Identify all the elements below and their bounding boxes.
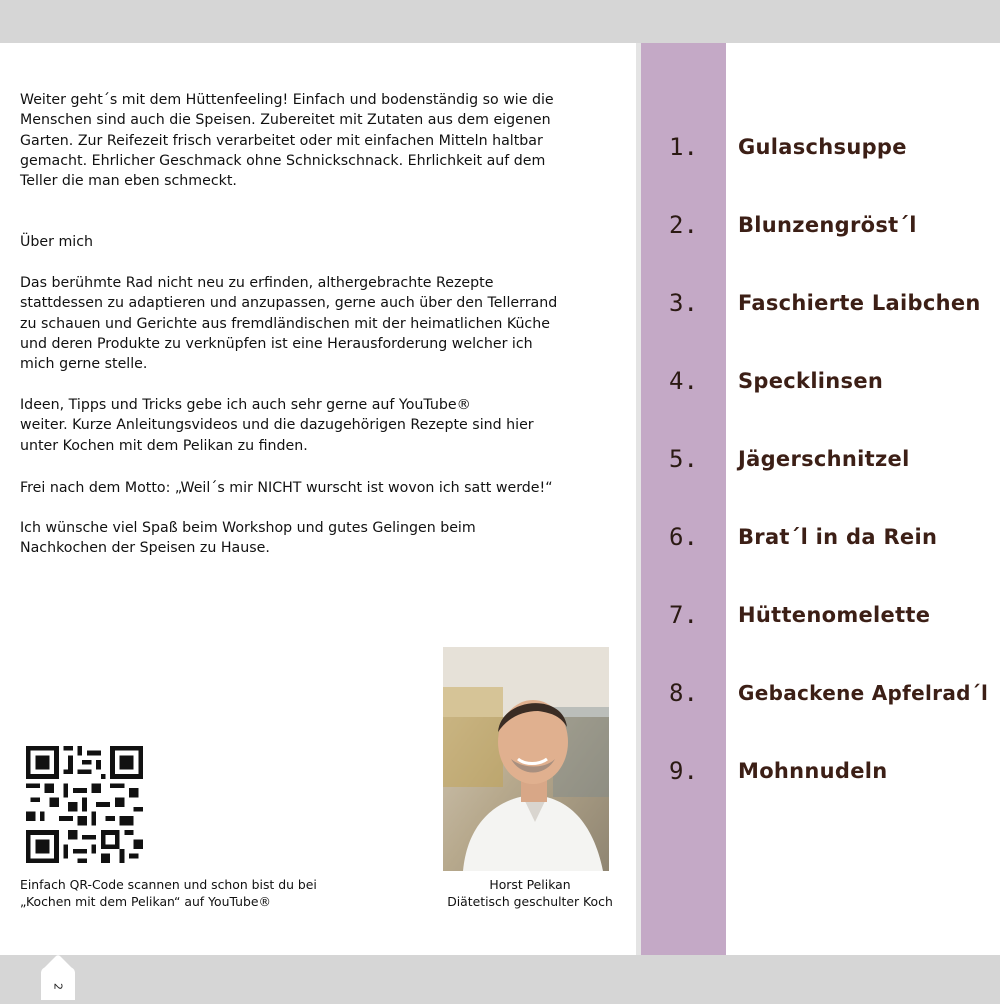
motto-paragraph: Frei nach dem Motto: „Weil´s mir NICHT wurscht ist wovon ich satt werde!“ <box>20 480 553 496</box>
toc-number: 6. <box>669 523 698 551</box>
viewer-top-bar <box>0 0 1000 43</box>
toc-item[interactable] <box>641 361 1000 401</box>
toc-title: Faschierte Laibchen <box>738 291 981 315</box>
toc-number: 3. <box>669 289 698 317</box>
qr-code[interactable] <box>26 746 143 863</box>
author-title: Diätetisch geschulter Koch <box>447 894 613 909</box>
toc-number: 7. <box>669 601 698 629</box>
toc-title: Hüttenomelette <box>738 603 931 627</box>
page-number: 2 <box>51 983 65 990</box>
toc-title: Gulaschsuppe <box>738 135 907 159</box>
toc-item[interactable] <box>641 751 1000 791</box>
toc-number: 9. <box>669 757 698 785</box>
toc-title: Brat´l in da Rein <box>738 525 938 549</box>
toc-item[interactable] <box>641 595 1000 635</box>
toc-title: Specklinsen <box>738 369 884 393</box>
author-photo <box>443 647 609 871</box>
toc-number: 4. <box>669 367 698 395</box>
toc-item[interactable] <box>641 517 1000 557</box>
closing-paragraph: Ich wünsche viel Spaß beim Workshop und gutes Gelingen beim Nachkochen der Speisen zu Hause. <box>20 520 476 557</box>
toc-item[interactable] <box>641 127 1000 167</box>
about-heading: Über mich <box>20 234 94 250</box>
author-name: Horst Pelikan <box>489 877 571 892</box>
toc-title: Gebackene Apfelrad´l <box>738 681 989 705</box>
toc-item[interactable] <box>641 439 1000 479</box>
toc-title: Blunzengröst´l <box>738 213 917 237</box>
author-caption <box>430 876 630 910</box>
viewer-bottom-bar <box>0 955 1000 1000</box>
toc-item[interactable] <box>641 673 1000 713</box>
toc-number-strip <box>641 43 726 955</box>
youtube-paragraph: Ideen, Tipps und Tricks gebe ich auch sehr gerne auf YouTube® weiter. Kurze Anleitungsvideos und die dazugehörigen Rezepte sind hier unter Kochen mit dem Pelikan zu finden. <box>20 397 534 454</box>
toc-title: Jägerschnitzel <box>738 447 910 471</box>
toc-number: 8. <box>669 679 698 707</box>
toc-number: 2. <box>669 211 698 239</box>
toc-item[interactable] <box>641 283 1000 323</box>
qr-caption: Einfach QR-Code scannen und schon bist du bei „Kochen mit dem Pelikan“ auf YouTube® <box>20 877 317 909</box>
toc-number: 1. <box>669 133 698 161</box>
toc-number: 5. <box>669 445 698 473</box>
about-paragraph: Das berühmte Rad nicht neu zu erfinden, althergebrachte Rezepte stattdessen zu adaptieren und anzupassen, gerne auch über den Tellerrand zu schauen und Gerichte aus fremdländischen mit der heimatlichen Küche und deren Produkte zu verknüpfen ist eine Herausforderung welcher ich mich gerne stelle. <box>20 275 558 373</box>
toc-title: Mohnnudeln <box>738 759 888 783</box>
toc-item[interactable] <box>641 205 1000 245</box>
intro-paragraph: Weiter geht´s mit dem Hüttenfeeling! Einfach und bodenständig so wie die Menschen sind auch die Speisen. Zubereitet mit Zutaten aus dem eigenen Garten. Zur Reifezeit frisch verarbeitet oder mit einfachen Mitteln haltbar gemacht. Ehrlicher Geschmack ohne Schnickschnack. Ehrlichkeit auf dem Teller die man eben schmeckt. <box>20 92 554 190</box>
